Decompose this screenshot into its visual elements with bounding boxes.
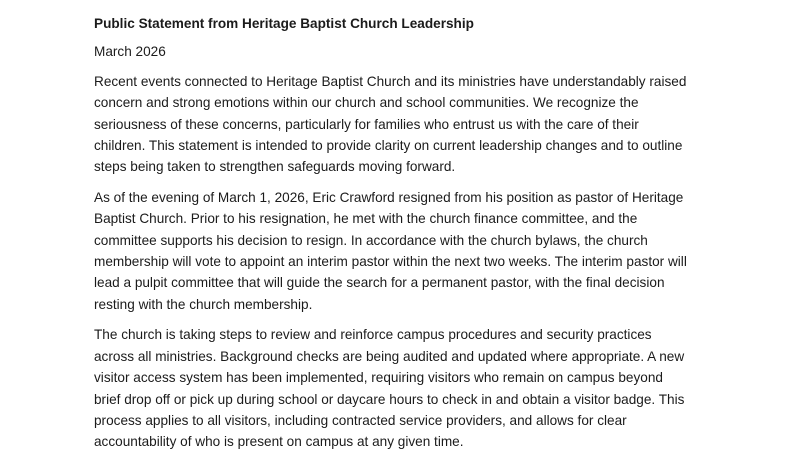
paragraph-2: [94, 187, 760, 315]
paragraph-line: visitor access system has been implemented, requiring visitors who remain on campus beyond: [94, 370, 663, 386]
paragraph-line: membership will vote to appoint an interim pastor within the next two weeks. The interim pastor will: [94, 254, 687, 270]
paragraph-line: The church is taking steps to review and reinforce campus procedures and security practices: [94, 327, 652, 343]
paragraph-3: [94, 324, 760, 450]
paragraph-line: committee supports his decision to resign. In accordance with the church bylaws, the church: [94, 232, 648, 248]
paragraph-line: resting with the church membership.: [94, 296, 313, 312]
paragraph-line: Baptist Church. Prior to his resignation, he met with the church finance committee, and the: [94, 211, 638, 227]
paragraph-line: across all ministries. Background checks are being audited and updated where appropriate. A new: [94, 348, 685, 364]
paragraph-line: brief drop off or pick up during school or daycare hours to check in and obtain a visitor badge. This: [94, 391, 685, 407]
paragraph-line: accountability of who is present on campus at any given time.: [94, 434, 464, 450]
paragraph-line: concern and strong emotions within our church and school communities. We recognize the: [94, 95, 639, 111]
paragraph-1: [94, 71, 760, 178]
paragraph-line: process applies to all visitors, including contracted service providers, and allows for clear: [94, 412, 627, 428]
document-title: Public Statement from Heritage Baptist Church Leadership: [94, 16, 474, 31]
paragraph-line: Recent events connected to Heritage Baptist Church and its ministries have understandably raised: [94, 73, 687, 89]
paragraph-line: As of the evening of March 1, 2026, Eric Crawford resigned from his position as pastor of Heritage: [94, 189, 684, 205]
paragraph-line: children. This statement is intended to provide clarity on current leadership changes and to outline: [94, 138, 683, 154]
document-date: March 2026: [94, 44, 166, 60]
paragraph-line: lead a pulpit committee that will guide the search for a permanent pastor, with the final decision: [94, 275, 665, 291]
paragraph-line: steps being taken to strengthen safeguards moving forward.: [94, 159, 456, 175]
paragraph-line: seriousness of these concerns, particularly for families who entrust us with the care of their: [94, 116, 639, 132]
